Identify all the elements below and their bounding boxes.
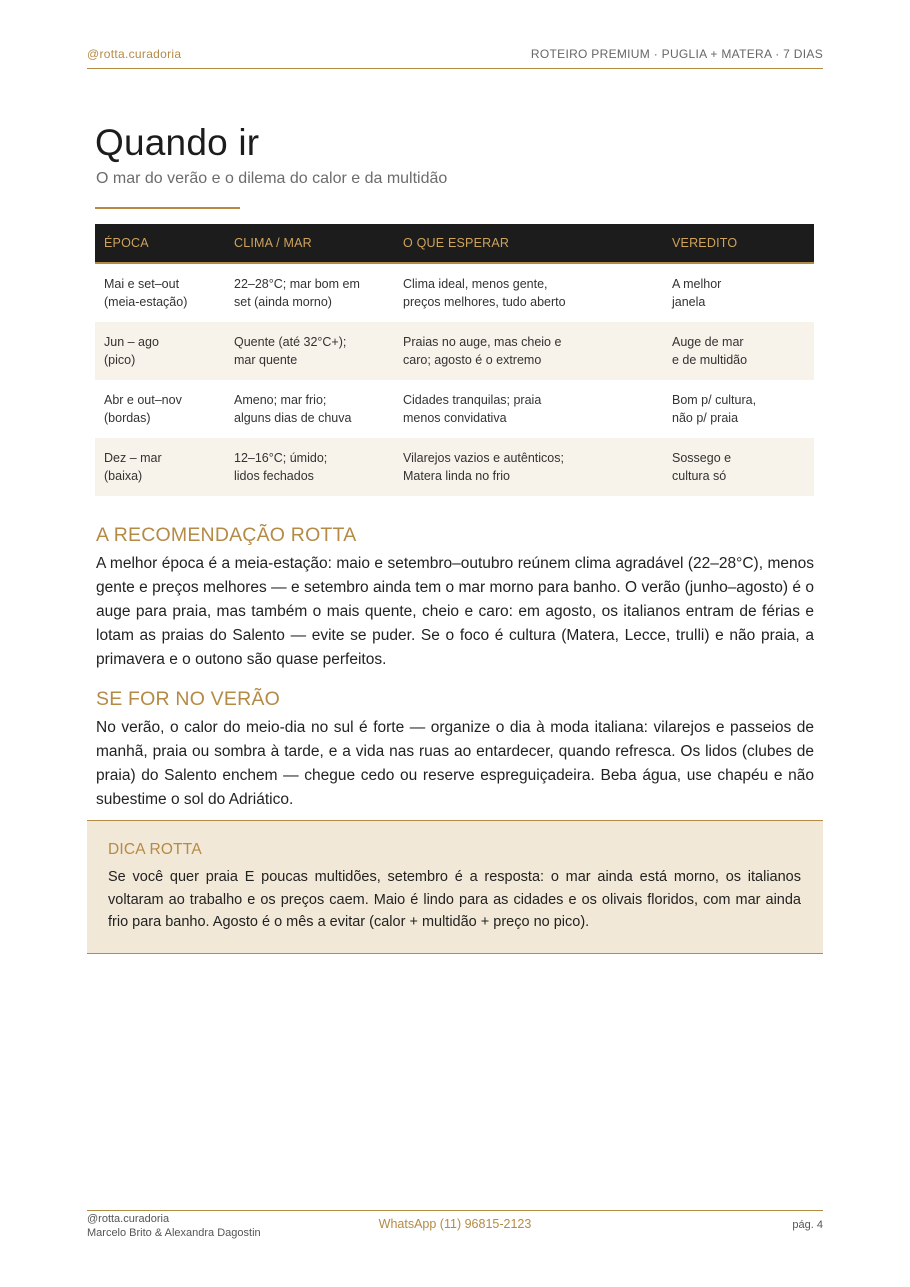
table-header-row xyxy=(95,224,814,263)
column-header-epoca: ÉPOCA xyxy=(95,224,225,263)
table-cell-esperar: Cidades tranquilas; praia menos convidativa xyxy=(403,393,542,425)
table-cell-veredito: Auge de mar e de multidão xyxy=(672,335,748,367)
section-heading-recomendacao: A RECOMENDAÇÃO ROTTA xyxy=(96,524,357,546)
column-header-o-que-esperar: O QUE ESPERAR xyxy=(394,224,663,263)
table-row xyxy=(95,322,814,380)
table-cell-veredito: A melhor janela xyxy=(672,277,722,309)
footer-brand: @rotta.curadoria xyxy=(87,1213,170,1225)
table-row xyxy=(95,380,814,438)
tip-text: Se você quer praia E poucas multidões, setembro é a resposta: o mar ainda está morno, os italianos voltaram ao trabalho e os preços caem. Maio é lindo para as cidades e os olivais floridos, com mar ainda frio para banho. Agosto é o mês a evitar (calor + multidão + preço no pico). xyxy=(108,869,801,930)
table-cell-epoca: Mai e set–out (meia-estação) xyxy=(104,277,188,309)
footer-whatsapp-contact: WhatsApp (11) 96815-2123 xyxy=(378,1217,532,1231)
table-cell-clima: 22–28°C; mar bom em set (ainda morno) xyxy=(234,277,360,309)
section-body-verao: No verão, o calor do meio-dia no sul é forte — organize o dia à moda italiana: vilarejos e passeios de manhã, praia ou sombra à tarde, e a vida nas ruas ao entardecer, quando refresca. Os lidos (clubes de praia) do Salento enchem — chegue cedo ou reserve espreguiçadeira. Beba água, use chapéu e não subestime o sol do Adriático. xyxy=(96,719,814,808)
title-divider xyxy=(95,207,240,209)
table-cell-clima: 12–16°C; úmido; lidos fechados xyxy=(234,451,328,483)
season-table xyxy=(95,224,814,496)
table-row xyxy=(95,263,814,322)
page-number: pág. 4 xyxy=(792,1219,823,1231)
column-header-clima-mar: CLIMA / MAR xyxy=(225,224,394,263)
table-cell-esperar: Praias no auge, mas cheio e caro; agosto é o extremo xyxy=(403,335,562,367)
page-header xyxy=(87,44,823,69)
footer-authors: Marcelo Brito & Alexandra Dagostin xyxy=(87,1227,261,1239)
section-heading-verao: SE FOR NO VERÃO xyxy=(96,688,280,710)
table-cell-clima: Quente (até 32°C+); mar quente xyxy=(234,335,347,367)
table-cell-esperar: Clima ideal, menos gente, preços melhores, tudo aberto xyxy=(403,277,566,309)
page-title: Quando ir xyxy=(95,122,260,163)
table-cell-esperar: Vilarejos vazios e autênticos; Matera linda no frio xyxy=(403,451,564,483)
column-header-veredito: VEREDITO xyxy=(663,224,814,263)
table-row xyxy=(95,438,814,496)
table-cell-veredito: Sossego e cultura só xyxy=(672,451,732,483)
header-document-label: ROTEIRO PREMIUM · PUGLIA + MATERA · 7 DIAS xyxy=(530,47,823,61)
table-cell-epoca: Jun – ago (pico) xyxy=(104,335,159,367)
page-subtitle: O mar do verão e o dilema do calor e da multidão xyxy=(96,170,448,187)
tip-box xyxy=(87,820,823,954)
tip-title: DICA ROTTA xyxy=(108,841,202,858)
header-brand: @rotta.curadoria xyxy=(87,47,182,61)
table-cell-veredito: Bom p/ cultura, não p/ praia xyxy=(672,393,757,425)
page-footer xyxy=(87,1210,823,1251)
section-body-recomendacao: A melhor época é a meia-estação: maio e setembro–outubro reúnem clima agradável (22–28°C), menos gente e preços melhores — e setembro ainda tem o mar morno para banho. O verão (junho–agosto) é o auge para praia, mas também o mais quente, cheio e caro: em agosto, os italianos entram de férias e lotam as praias do Salento — evite se puder. Se o foco é cultura (Matera, Lecce, trulli) e não praia, a primavera e o outono são quase perfeitos. xyxy=(96,555,814,668)
table-cell-epoca: Dez – mar (baixa) xyxy=(104,451,162,483)
table-cell-epoca: Abr e out–nov (bordas) xyxy=(104,393,182,425)
table-cell-clima: Ameno; mar frio; alguns dias de chuva xyxy=(234,393,352,425)
